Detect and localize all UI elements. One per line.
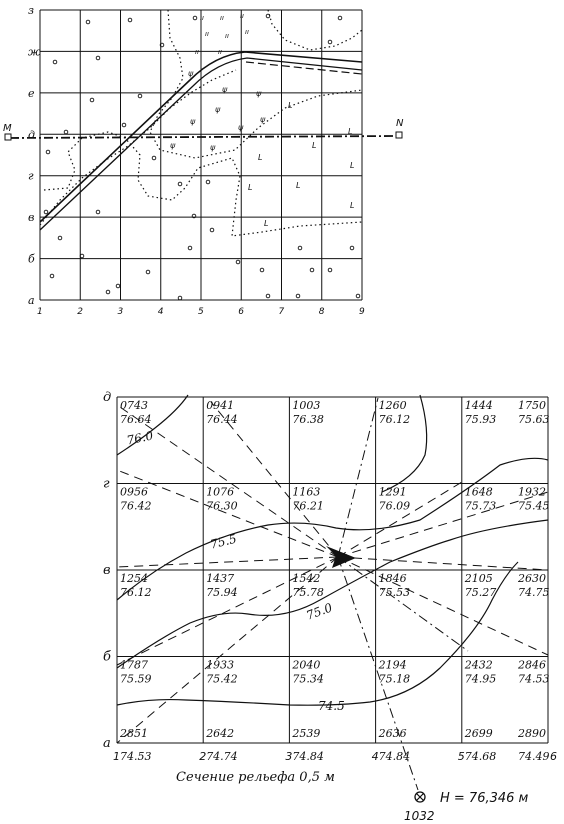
node-elevation: 74.95: [464, 672, 497, 686]
top-col-label: 2: [77, 307, 83, 317]
meadow-icon: ıı: [220, 14, 224, 22]
bottom-row-label: а: [103, 736, 111, 751]
shrub-icon: ψ: [238, 123, 244, 132]
node-number: 2851: [120, 727, 148, 740]
forest-icon: L: [312, 141, 317, 150]
node-elevation: 75.42: [206, 672, 238, 686]
node-number: 2846: [518, 658, 546, 672]
elevation-grid-map: [103, 390, 557, 823]
point-n-label: N: [396, 118, 404, 129]
top-col-label: 3: [117, 307, 124, 317]
meadow-icon: ıı: [225, 32, 229, 40]
meadow-boundary: [150, 10, 362, 158]
map-symbols: [44, 12, 360, 300]
relief-caption: Сечение рельефа 0,5 м: [176, 770, 335, 785]
node-elevation: 74.53: [518, 672, 550, 686]
forest-icon: L: [264, 219, 269, 228]
node-elevation: 76.30: [206, 499, 238, 513]
settlement-point-icon: [193, 16, 197, 20]
node-number: 2636: [378, 727, 407, 740]
azimuth-line-north: [338, 398, 378, 557]
top-col-label: 1: [37, 307, 43, 317]
settlement-point-icon: [106, 290, 110, 294]
node-elevation: 76.64: [120, 413, 152, 426]
shrub-icon: ψ: [222, 85, 228, 94]
settlement-point-icon: [90, 98, 94, 102]
top-row-label: д: [28, 128, 35, 142]
top-col-label: 4: [157, 307, 164, 317]
settlement-point-icon: [298, 246, 302, 250]
node-elevation: 74.75: [518, 586, 550, 599]
node-elevation: 74.53: [120, 750, 152, 763]
forest-icon: L: [296, 181, 301, 190]
top-map-grid: [40, 10, 362, 300]
node-number: 2890: [518, 727, 546, 740]
settlement-point-icon: [96, 210, 100, 214]
node-elevation: 75.45: [518, 499, 550, 513]
settlement-point-icon: [96, 56, 100, 60]
node-elevation: 76.09: [378, 499, 411, 513]
top-col-label: 6: [238, 307, 244, 317]
node-number: 0743: [120, 399, 148, 412]
settlement-point-icon: [146, 270, 150, 274]
settlement-point-icon: [206, 180, 210, 184]
station-number: 1032: [404, 809, 435, 823]
settlement-point-icon: [236, 260, 240, 264]
settlement-point-icon: [53, 60, 57, 64]
node-number: 2539: [292, 727, 321, 740]
top-col-labels: [37, 307, 365, 317]
contour-label-74-5: 74.5: [318, 699, 345, 713]
settlement-point-icon: [128, 18, 132, 22]
node-number: 1787: [120, 658, 148, 672]
settlement-point-icon: [350, 246, 354, 250]
forest-icon: L: [258, 153, 263, 162]
sight-line: [338, 557, 548, 655]
node-number: 1750: [518, 399, 546, 412]
shrub-icon: ψ: [256, 89, 262, 98]
settlement-point-icon: [86, 20, 90, 24]
node-elevation: 74.74: [206, 750, 238, 763]
settlement-point-icon: [328, 40, 332, 44]
settlement-point-icon: [338, 16, 342, 20]
settlement-point-icon: [266, 294, 270, 298]
top-col-label: 5: [198, 307, 204, 317]
point-n-marker: [396, 132, 402, 138]
settlement-point-icon: [44, 210, 48, 214]
settlement-point-icon: [266, 14, 270, 18]
forest-icon: L: [350, 201, 355, 210]
meadow-icon: ıı: [218, 48, 222, 56]
node-number: 2040: [292, 658, 321, 672]
bottom-row-label: б: [103, 649, 111, 665]
shrub-icon: ψ: [215, 105, 221, 114]
bottom-row-label: д: [103, 390, 112, 405]
node-number: 1444: [464, 399, 493, 412]
node-elevation: 75.63: [518, 413, 550, 426]
elevation-grid-lines: [117, 397, 548, 743]
contour-label-75-0: 75.0: [304, 600, 335, 623]
settlement-point-icon: [178, 182, 182, 186]
top-row-label: в: [28, 211, 35, 225]
top-plan-map: [3, 4, 404, 317]
meadow-icon: ıı: [195, 48, 199, 56]
meadow-icon: ıı: [205, 30, 209, 38]
point-m-marker: [5, 134, 11, 140]
node-elevation: 75.93: [464, 413, 497, 426]
top-col-label: 8: [318, 307, 325, 317]
top-row-label: ж: [28, 45, 41, 59]
node-elevation: 74.68: [464, 750, 497, 763]
node-number: 1932: [518, 485, 546, 499]
node-number: 1933: [206, 658, 235, 672]
node-number: 1648: [464, 485, 493, 499]
settlement-point-icon: [152, 156, 156, 160]
settlement-point-icon: [328, 268, 332, 272]
node-elevation: 76.42: [120, 499, 152, 513]
node-elevation: 75.34: [292, 672, 324, 686]
settlement-point-icon: [210, 228, 214, 232]
top-row-label: е: [28, 86, 35, 100]
top-col-label: 7: [278, 307, 285, 317]
node-elevation: 76.44: [206, 413, 238, 426]
settlement-point-icon: [50, 274, 54, 278]
forest-icon: L: [248, 183, 253, 192]
contour-label-76-0: 76.0: [125, 428, 155, 448]
node-elevation: 76.21: [292, 499, 324, 513]
top-row-label: б: [28, 252, 35, 266]
settlement-point-icon: [260, 268, 264, 272]
bottom-row-label: в: [103, 563, 111, 578]
forest-icon: L: [288, 101, 293, 110]
forest-icon: L: [348, 127, 353, 136]
node-elevation: 74.84: [378, 750, 411, 763]
shrub-icon: ψ: [188, 69, 194, 78]
forest-icon: L: [350, 161, 355, 170]
shrub-icon: ψ: [210, 143, 216, 152]
bottom-col-label: 5: [457, 750, 465, 763]
bottom-col-label: 6: [550, 750, 557, 763]
settlement-point-icon: [310, 268, 314, 272]
settlement-point-icon: [122, 123, 126, 127]
node-elevation: 74.49: [518, 750, 550, 763]
meadow-icon: ıı: [245, 28, 249, 36]
node-elevation: 76.12: [120, 586, 152, 599]
node-elevation: 75.94: [206, 586, 238, 599]
node-elevation: 75.73: [464, 499, 497, 513]
node-elevation: 75.78: [292, 586, 324, 599]
bottom-col-label: 3: [285, 750, 293, 763]
meadow-icon: ıı: [240, 12, 244, 20]
top-col-label: 9: [359, 307, 365, 317]
sight-line: [117, 557, 338, 567]
settlement-point-icon: [138, 94, 142, 98]
node-number: 2630: [518, 572, 546, 585]
node-elevation: 74.84: [292, 750, 324, 763]
bottom-col-label: 2: [199, 750, 207, 763]
node-number: 1437: [206, 572, 235, 585]
node-number: 1291: [378, 485, 407, 499]
node-elevation: 76.12: [378, 413, 411, 426]
shrub-icon: ψ: [260, 115, 266, 124]
node-number: 2105: [464, 572, 493, 585]
profile-axis-mn: [10, 136, 398, 138]
node-number: 2432: [464, 658, 493, 672]
bottom-col-label: 4: [371, 750, 379, 763]
settlement-point-icon: [116, 284, 120, 288]
settlement-point-icon: [64, 130, 68, 134]
node-number: 2699: [464, 727, 493, 740]
meadow-icon: ıı: [200, 14, 204, 22]
top-row-label: з: [28, 4, 34, 17]
node-elevation: 76.38: [292, 413, 324, 426]
node-number: 1260: [378, 399, 407, 412]
settlement-point-icon: [46, 150, 50, 154]
node-number: 1254: [120, 572, 148, 585]
bottom-col-label: 1: [113, 750, 120, 763]
node-elevation: 75.53: [378, 586, 411, 599]
node-elevation: 75.27: [464, 586, 497, 599]
node-number: 1003: [292, 399, 321, 412]
settlement-point-icon: [178, 296, 182, 300]
node-elevation: 75.59: [120, 672, 152, 686]
node-number: 0956: [120, 485, 148, 499]
node-number: 2642: [206, 727, 235, 740]
top-row-label: г: [28, 169, 34, 183]
meadow-boundary-top: [268, 10, 362, 50]
contour-label-75-5: 75.5: [208, 531, 238, 552]
node-number: 1846: [378, 572, 407, 585]
bottom-row-labels: [103, 390, 111, 751]
node-number: 1076: [206, 485, 235, 499]
settlement-point-icon: [58, 236, 62, 240]
point-m-label: M: [3, 123, 12, 134]
top-row-labels: [28, 4, 41, 307]
bottom-row-label: г: [103, 476, 110, 492]
node-number: 0941: [206, 399, 235, 412]
node-number: 2194: [378, 658, 407, 672]
settlement-point-icon: [356, 294, 360, 298]
node-elevation: 75.18: [378, 672, 411, 686]
top-row-label: а: [28, 294, 35, 307]
shrub-icon: ψ: [170, 141, 176, 150]
node-number: 1542: [292, 572, 321, 585]
settlement-point-icon: [188, 246, 192, 250]
settlement-point-icon: [296, 294, 300, 298]
node-number: 1163: [292, 485, 321, 499]
shrub-icon: ψ: [190, 117, 196, 126]
station-elevation: H = 76,346 м: [440, 791, 529, 806]
